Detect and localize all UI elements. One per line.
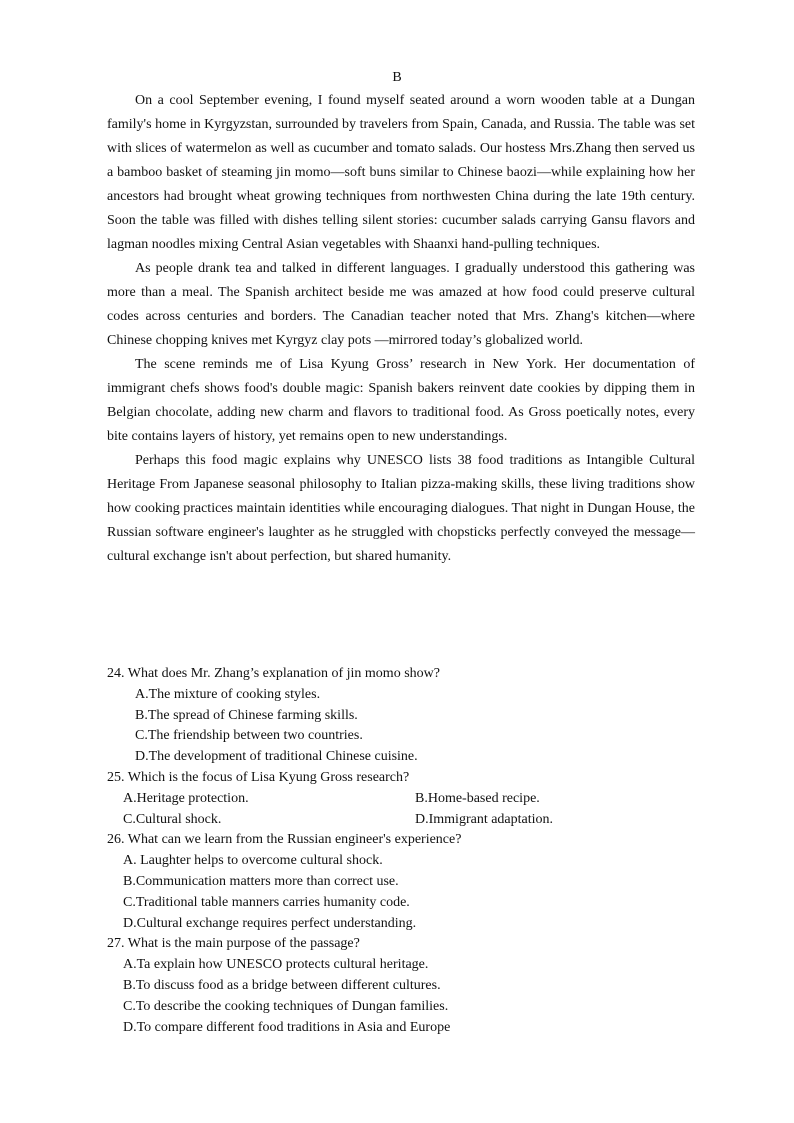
option-d: D.To compare different food traditions in Asia and Europe xyxy=(123,1019,451,1035)
question-27 xyxy=(107,934,695,1038)
option-b: B.To discuss food as a bridge between different cultures. xyxy=(123,977,441,993)
question-stem: 24. What does Mr. Zhang’s explanation of jin momo show? xyxy=(107,666,440,681)
question-stem: 26. What can we learn from the Russian engineer's experience? xyxy=(107,832,462,848)
option-c: C.The friendship between two countries. xyxy=(135,728,363,744)
option-list xyxy=(107,955,695,1038)
option-c: C.Traditional table manners carries humanity code. xyxy=(123,894,410,910)
option-d: D.The development of traditional Chinese cuisine. xyxy=(135,749,418,765)
question-24 xyxy=(107,664,695,768)
option-a: A.The mixture of cooking styles. xyxy=(135,686,321,702)
option-c: C.To describe the cooking techniques of Dungan families. xyxy=(123,998,449,1014)
option-a: A.Ta explain how UNESCO protects cultural heritage. xyxy=(123,957,429,973)
reading-passage xyxy=(107,89,695,569)
question-list xyxy=(107,664,695,1038)
option-d: D.Immigrant adaptation. xyxy=(415,811,554,827)
option-a: A. Laughter helps to overcome cultural shock. xyxy=(123,853,383,869)
option-a: A.Heritage protection. xyxy=(123,790,249,806)
option-list xyxy=(107,685,695,768)
option-b: B.Home-based recipe. xyxy=(415,790,540,806)
paragraph-1: On a cool September evening, I found myself seated around a worn wooden table at a Dungan family's home in Kyrgyzstan, surrounded by travelers from Spain, Canada, and Russia. The table was set with slices of watermelon as well as cucumber and tomato salads. Our hostess Mrs.Zhang then served us a bamboo basket of steaming jin momo—soft buns similar to Chinese baozi—while explaining how her ancestors had brought wheat growing techniques from northwesten China during the late 19th century. Soon the table was filled with dishes telling silent stories: cucumber salads carrying Gansu flavors and lagman noodles mixing Central Asian vegetables with Shaanxi hand-pulling techniques. xyxy=(107,93,695,252)
section-label: B xyxy=(392,70,402,85)
question-stem: 25. Which is the focus of Lisa Kyung Gross research? xyxy=(107,769,410,785)
option-c: C.Cultural shock. xyxy=(123,811,222,827)
option-d: D.Cultural exchange requires perfect understanding. xyxy=(123,915,417,931)
option-b: B.Communication matters more than correct use. xyxy=(123,873,399,889)
paragraph-3: The scene reminds me of Lisa Kyung Gross’ research in New York. Her documentation of immigrant chefs shows food's double magic: Spanish bakers reinvent date cookies by dipping them in Belgian chocolate, adding new charm and flavors to traditional food. As Gross poetically notes, every bite contains layers of history, yet remains open to new understandings. xyxy=(107,357,695,444)
question-25 xyxy=(107,768,695,830)
paragraph-4: Perhaps this food magic explains why UNESCO lists 38 food traditions as Intangible Cultural Heritage From Japanese seasonal philosophy to Italian pizza-making skills, these living traditions show how cooking practices maintain identities while encouraging dialogues. That night in Dungan House, the Russian software engineer's laughter as he struggled with chopsticks perfectly conveyed the message—cultural exchange isn't about perfection, but shared humanity. xyxy=(107,453,695,564)
option-list xyxy=(107,851,695,934)
option-grid xyxy=(107,789,707,831)
question-26 xyxy=(107,830,695,934)
question-stem: 27. What is the main purpose of the passage? xyxy=(107,936,360,952)
option-b: B.The spread of Chinese farming skills. xyxy=(135,707,358,723)
paragraph-2: As people drank tea and talked in different languages. I gradually understood this gathering was more than a meal. The Spanish architect beside me was amazed at how food could preserve cultural codes across centuries and borders. The Canadian teacher noted that Mrs. Zhang's kitchen—where Chinese chopping knives met Kyrgyz clay pots —mirrored today’s globalized world. xyxy=(107,261,695,348)
